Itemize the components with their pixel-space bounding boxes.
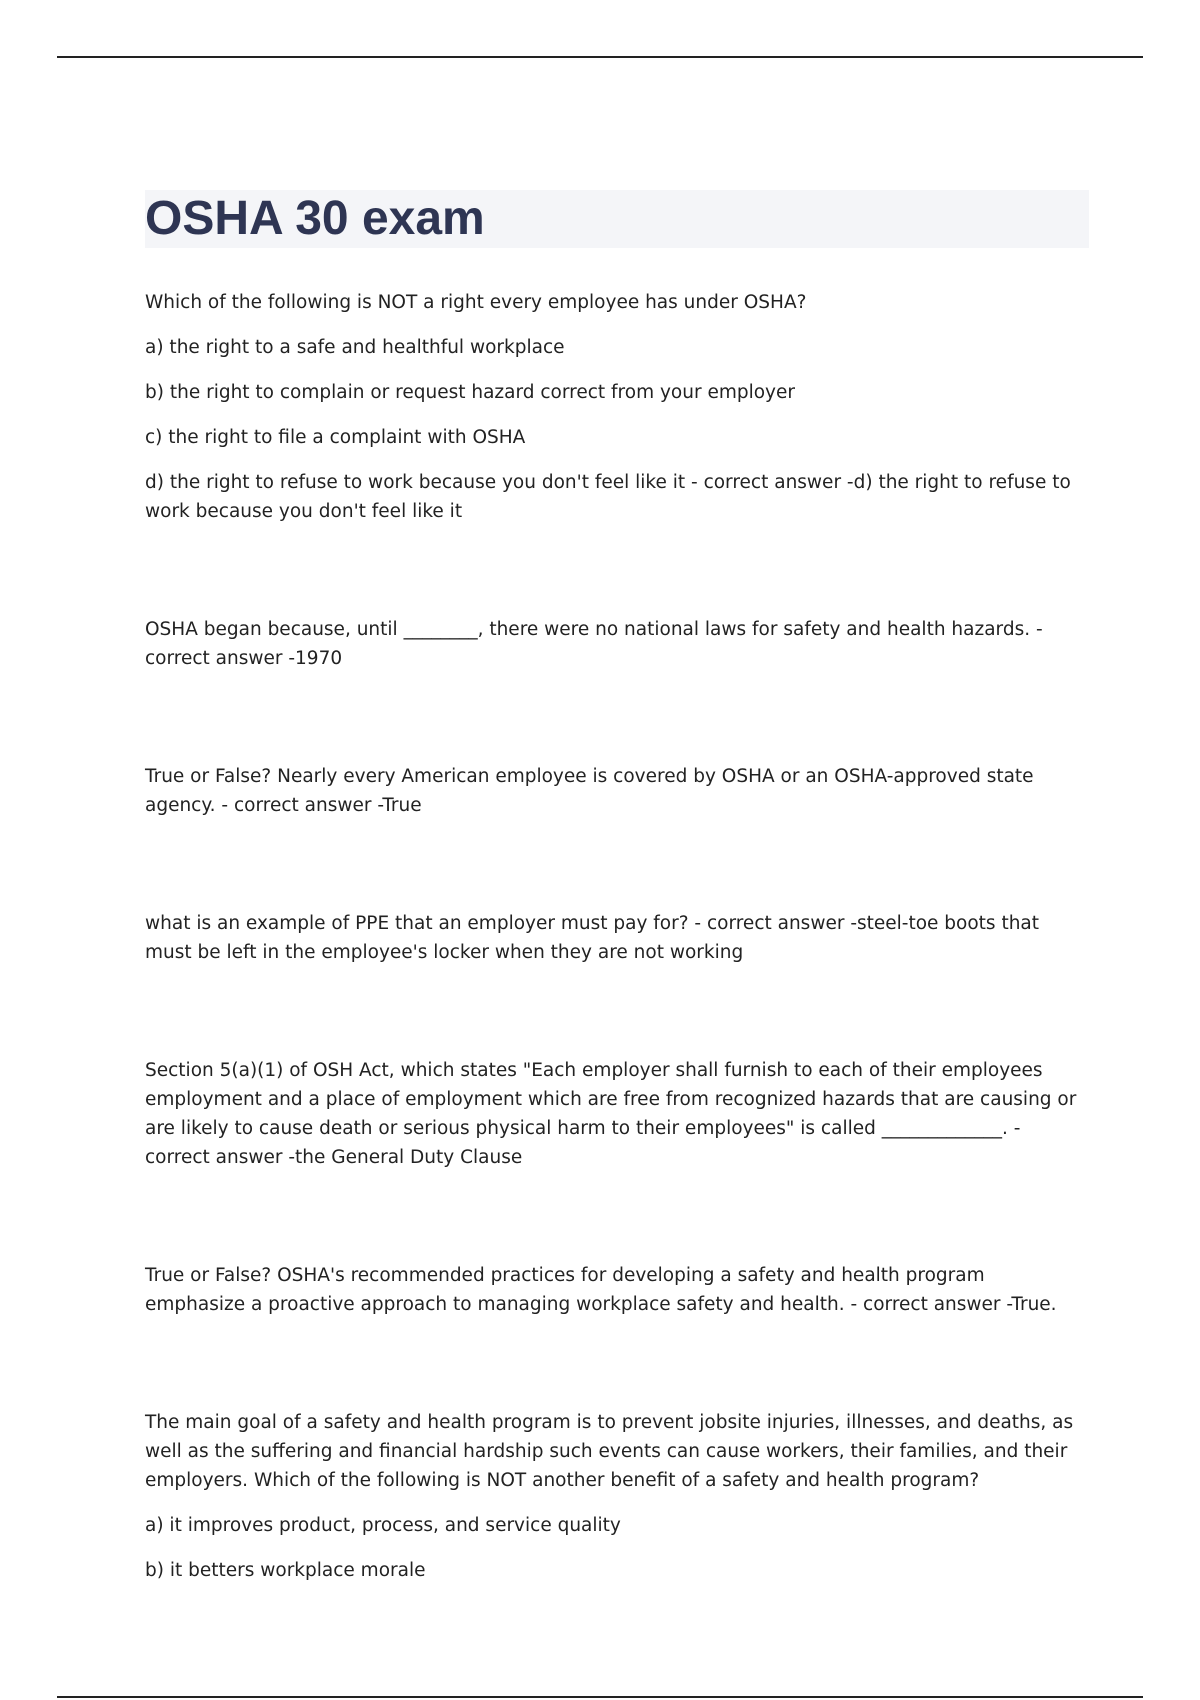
answer-option: b) it betters workplace morale: [145, 1560, 426, 1581]
document-body: [145, 288, 1090, 1585]
question-text: The main goal of a safety and health program is to prevent jobsite injuries, illnesses, and deaths, as well as the suffering and financial hardship such events can cause workers, their families, and their employers. Which of the following is NOT another benefit of a safety and health program?: [145, 1412, 1074, 1491]
question-text: what is an example of PPE that an employer must pay for? - correct answer -steel-toe boots that must be left in the employee's locker when they are not working: [145, 913, 1040, 963]
bottom-rule: [57, 1696, 1143, 1698]
answer-option: c) the right to file a complaint with OSHA: [145, 427, 526, 448]
question-block: [145, 1056, 1090, 1172]
question-block: [145, 1261, 1090, 1319]
answer-option: b) the right to complain or request hazard correct from your employer: [145, 382, 795, 403]
question-block: [145, 762, 1090, 820]
question-block: [145, 615, 1090, 673]
question-text: OSHA began because, until ________, there were no national laws for safety and health hazards. - correct answer -1970: [145, 619, 1043, 669]
question-text: True or False? OSHA's recommended practices for developing a safety and health program emphasize a proactive approach to managing workplace safety and health. - correct answer -True.: [145, 1265, 1057, 1315]
question-block: [145, 288, 1090, 526]
question-block: [145, 1408, 1090, 1585]
answer-option: a) the right to a safe and healthful workplace: [145, 337, 565, 358]
page-title: OSHA 30 exam: [145, 192, 485, 245]
top-rule: [57, 56, 1143, 58]
question-text: Section 5(a)(1) of OSH Act, which states "Each employer shall furnish to each of their employees employment and a place of employment which are free from recognized hazards that are causing or are likely to cause death or serious physical harm to their employees" is called _____________. - correct answer -the General Duty Clause: [145, 1060, 1077, 1168]
question-text: Which of the following is NOT a right every employee has under OSHA?: [145, 292, 807, 313]
question-text: True or False? Nearly every American employee is covered by OSHA or an OSHA-approved state agency. - correct answer -True: [145, 766, 1034, 816]
question-block: [145, 909, 1090, 967]
answer-option: a) it improves product, process, and service quality: [145, 1515, 621, 1536]
answer-option: d) the right to refuse to work because you don't feel like it - correct answer -d) the right to refuse to work because you don't feel like it: [145, 472, 1071, 522]
